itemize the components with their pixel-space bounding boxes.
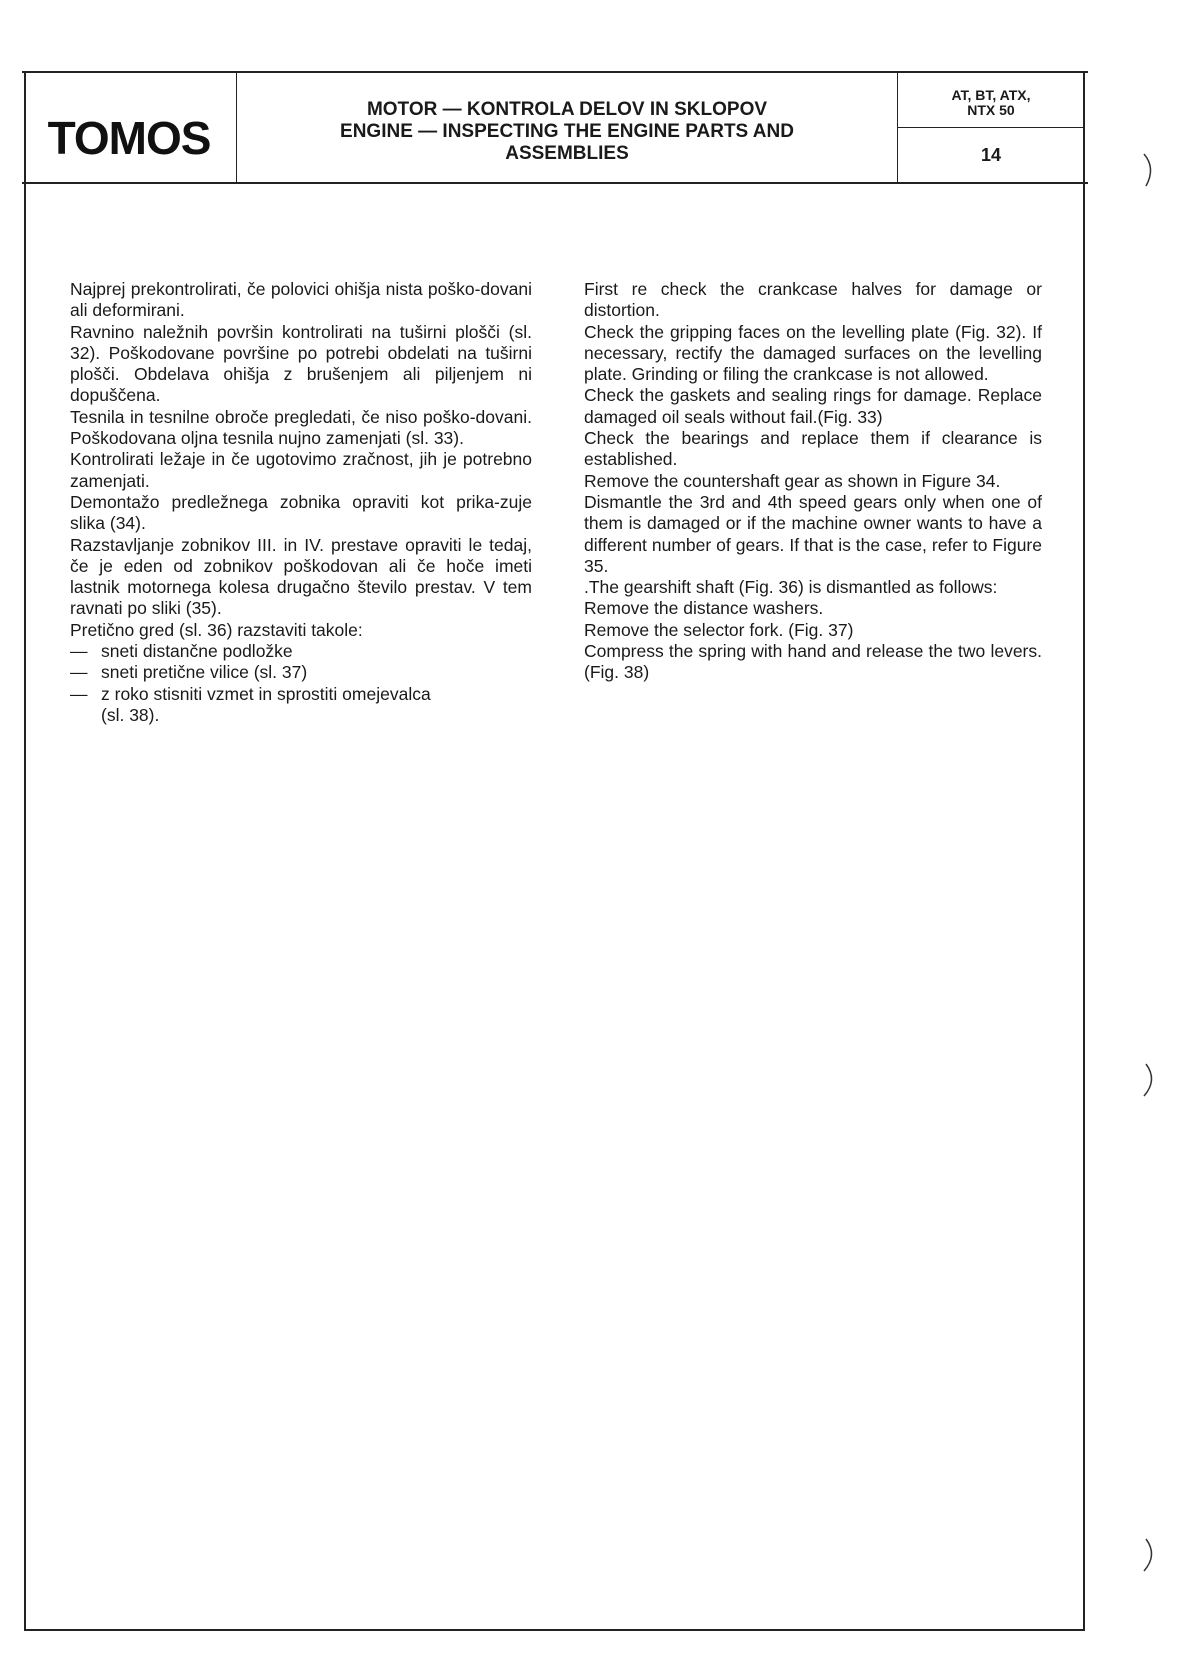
- page-header: [22, 71, 1088, 184]
- paragraph: Kontrolirati ležaje in če ugotovimo zračnost, jih je potrebno zamenjati.: [70, 449, 532, 491]
- paragraph: Remove the distance washers.: [584, 598, 824, 619]
- paragraph: Remove the countershaft gear as shown in Figure 34.: [584, 470, 1001, 491]
- title-slovenian: MOTOR — KONTROLA DELOV IN SKLOPOV: [366, 98, 768, 120]
- dash-bullet: —: [70, 641, 88, 662]
- binder-hole-mark: [1140, 150, 1162, 190]
- title-english-line-2: ASSEMBLIES: [505, 142, 629, 164]
- paragraph: Check the bearings and replace them if clearance is established.: [584, 428, 1042, 470]
- list-item: [70, 684, 532, 705]
- paragraph: Dismantle the 3rd and 4th speed gears only when one of them is damaged or if the machine owner wants to have a different number of gears. If that is the case, refer to Figure 35.: [584, 491, 1042, 576]
- paragraph: Compress the spring with hand and release the two levers. (Fig. 38): [584, 641, 1042, 683]
- list-item-text: sneti distančne podložke: [101, 641, 293, 662]
- list-item: [70, 662, 532, 683]
- paragraph: Tesnila in tesnilne obroče pregledati, če niso poško-dovani. Poškodovana oljna tesnila nujno zamenjati (sl. 33).: [70, 406, 532, 449]
- paragraph: First re check the crankcase halves for damage or distortion.: [584, 279, 1042, 321]
- list-item: [70, 641, 532, 662]
- slovenian-text-column: [70, 279, 532, 726]
- list-item-text: sneti pretične vilice (sl. 37): [101, 662, 308, 683]
- logo-cell: [22, 73, 237, 182]
- brand-logo: TOMOS: [47, 111, 211, 164]
- models-line-1: AT, BT, ATX,: [951, 87, 1031, 103]
- dash-bullet: —: [70, 662, 88, 683]
- models-line-2: NTX 50: [967, 102, 1015, 118]
- list-item-text: z roko stisniti vzmet in sprostiti omejevalca: [101, 683, 431, 704]
- paragraph: Pretično gred (sl. 36) razstaviti takole:: [70, 619, 363, 640]
- paragraph: Razstavljanje zobnikov III. in IV. prestave opraviti le tedaj, če je eden od zobnikov poškodovan ali če hoče imeti lastnik motornega kolesa drugačno število prestav. V tem ravnati po sliki (35).: [70, 534, 532, 619]
- list-continuation: (sl. 38).: [101, 704, 160, 725]
- binder-hole-mark: [1140, 1060, 1162, 1100]
- dash-bullet: —: [70, 683, 88, 704]
- paragraph: Remove the selector fork. (Fig. 37): [584, 619, 854, 640]
- binder-hole-mark: [1140, 1535, 1162, 1575]
- paragraph: Check the gaskets and sealing rings for damage. Replace damaged oil seals without fail.(Fig. 33): [584, 385, 1042, 427]
- models-cell: [898, 73, 1084, 128]
- paragraph: .The gearshift shaft (Fig. 36) is dismantled as follows:: [584, 577, 998, 598]
- paragraph: Demontažo predležnega zobnika opraviti kot prika-zuje slika (34).: [70, 491, 532, 534]
- english-text-column: [584, 279, 1042, 684]
- paragraph: Ravnino naležnih površin kontrolirati na tuširni plošči (sl. 32). Poškodovane površine po potrebi obdelati na tuširni plošči. Obdelava ohišja z brušenjem ali piljenjem ni dopuščena.: [70, 321, 532, 406]
- title-cell: [237, 73, 898, 182]
- title-english-line-1: ENGINE — INSPECTING THE ENGINE PARTS AND: [340, 120, 794, 142]
- page-number: 14: [980, 144, 1002, 165]
- paragraph: Check the gripping faces on the levelling plate (Fig. 32). If necessary, rectify the damaged surfaces on the levelling plate. Grinding or filing the crankcase is not allowed.: [584, 321, 1042, 385]
- paragraph: Najprej prekontrolirati, če polovici ohišja nista poško-dovani ali deformirani.: [70, 279, 532, 321]
